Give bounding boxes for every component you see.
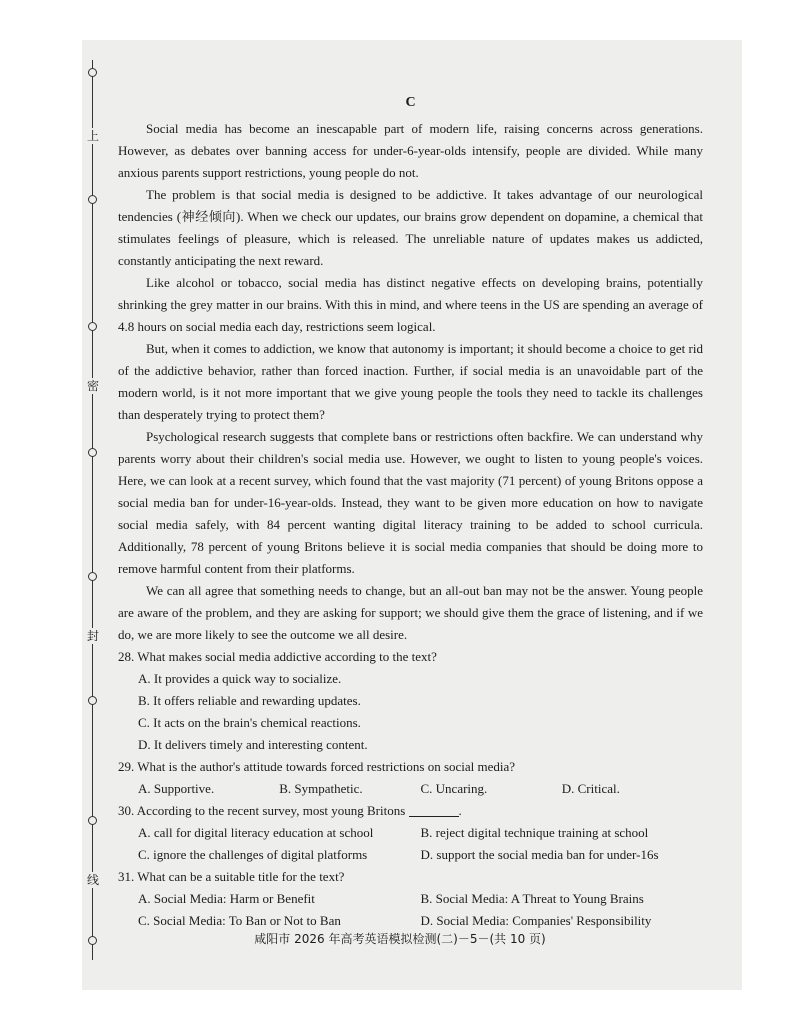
- option-b: B. Sympathetic.: [279, 781, 363, 796]
- section-title: C: [405, 95, 416, 110]
- option-b: B. Social Media: A Threat to Young Brains: [420, 891, 644, 906]
- binding-line: [82, 60, 104, 960]
- passage-content: [118, 92, 703, 932]
- option-c: C. ignore the challenges of digital platforms: [138, 847, 368, 862]
- option-a: A. call for digital literacy education at school: [138, 825, 374, 840]
- question-30: [118, 800, 703, 866]
- option-a: A. It provides a quick way to socialize.: [138, 671, 342, 686]
- page-footer: 咸阳市 2026 年高考英语模拟检测(二)－5－(共 10 页): [254, 932, 546, 946]
- option-b: B. It offers reliable and rewarding updates.: [138, 693, 361, 708]
- option-row: [118, 844, 703, 866]
- binding-char-mi: 密: [84, 378, 102, 394]
- question-stem: 29. What is the author's attitude towards forced restrictions on social media?: [118, 759, 516, 774]
- option-row: [118, 910, 703, 932]
- option-d: D. It delivers timely and interesting content.: [138, 737, 368, 752]
- answer-blank: [409, 802, 459, 817]
- binding-char-shang: 上: [84, 128, 102, 144]
- option-b: B. reject digital technique training at school: [420, 825, 649, 840]
- option-row: [118, 822, 703, 844]
- option-d: D. Critical.: [561, 781, 620, 796]
- paragraph-1: Social media has become an inescapable part of modern life, raising concerns across generations. However, as debates over banning access for under-6-year-olds intensify, people are divided. While many anxious parents support restrictions, young people do not.: [118, 121, 703, 180]
- binding-ring: [88, 68, 97, 77]
- option-row: [118, 778, 703, 800]
- binding-ring: [88, 696, 97, 705]
- binding-ring: [88, 195, 97, 204]
- option-c: C. Uncaring.: [420, 781, 488, 796]
- question-28: [118, 646, 703, 756]
- binding-ring: [88, 816, 97, 825]
- paragraph-6: We can all agree that something needs to change, but an all-out ban may not be the answer. Young people are aware of the problem, and they are asking for support; we should give them the grace of listening, and if we do, we are more likely to see the outcome we all desire.: [118, 583, 703, 642]
- question-stem: 31. What can be a suitable title for the text?: [118, 869, 345, 884]
- binding-char-xian: 线: [84, 872, 102, 888]
- question-29: [118, 756, 703, 800]
- question-31: [118, 866, 703, 932]
- binding-ring: [88, 322, 97, 331]
- question-stem: 28. What makes social media addictive according to the text?: [118, 649, 437, 664]
- option-a: A. Supportive.: [138, 781, 215, 796]
- question-stem-line: [118, 800, 703, 822]
- paragraph-4: But, when it comes to addiction, we know that autonomy is important; it should become a choice to get rid of the addictive behavior, rather than forced inaction. Further, if social media is an unavoidable part of the modern world, is it not more important that we give young people the tools they need to tackle its challenges than desperately trying to protect them?: [118, 341, 703, 422]
- option-c: C. Social Media: To Ban or Not to Ban: [138, 913, 341, 928]
- option-d: D. Social Media: Companies' Responsibility: [420, 913, 652, 928]
- binding-ring: [88, 448, 97, 457]
- paragraph-2: The problem is that social media is designed to be addictive. It takes advantage of our neurological tendencies (神经倾向). When we check our updates, our brains grow dependent on dopamine, a chemical that stimulates feelings of pleasure, which is released. The unreliable nature of updates makes us addicted, constantly anticipating the next reward.: [118, 187, 703, 268]
- binding-char-feng: 封: [84, 628, 102, 644]
- option-c: C. It acts on the brain's chemical reactions.: [138, 715, 361, 730]
- option-a: A. Social Media: Harm or Benefit: [138, 891, 315, 906]
- option-d: D. support the social media ban for under-16s: [420, 847, 659, 862]
- paragraph-5: Psychological research suggests that complete bans or restrictions often backfire. We can understand why parents worry about their children's social media use. However, we ought to listen to young people's voices. Here, we can look at a recent survey, which found that the vast majority (71 percent) of young Britons oppose a social media ban for under-16-year-olds. Instead, they want to be given more education on how to navigate social media safely, with 84 percent wanting digital literacy training to be added to school curricula. Additionally, 78 percent of young Britons believe it is social media companies that should be doing more to remove harmful content from their platforms.: [118, 429, 703, 576]
- stem-end: .: [458, 803, 462, 818]
- binding-ring: [88, 572, 97, 581]
- option-row: [118, 888, 703, 910]
- paragraph-3: Like alcohol or tobacco, social media has distinct negative effects on developing brains, potentially shrinking the grey matter in our brains. With this in mind, and where teens in the US are spending an average of 4.8 hours on social media each day, restrictions seem logical.: [118, 275, 703, 334]
- question-stem: 30. According to the recent survey, most young Britons: [118, 803, 406, 818]
